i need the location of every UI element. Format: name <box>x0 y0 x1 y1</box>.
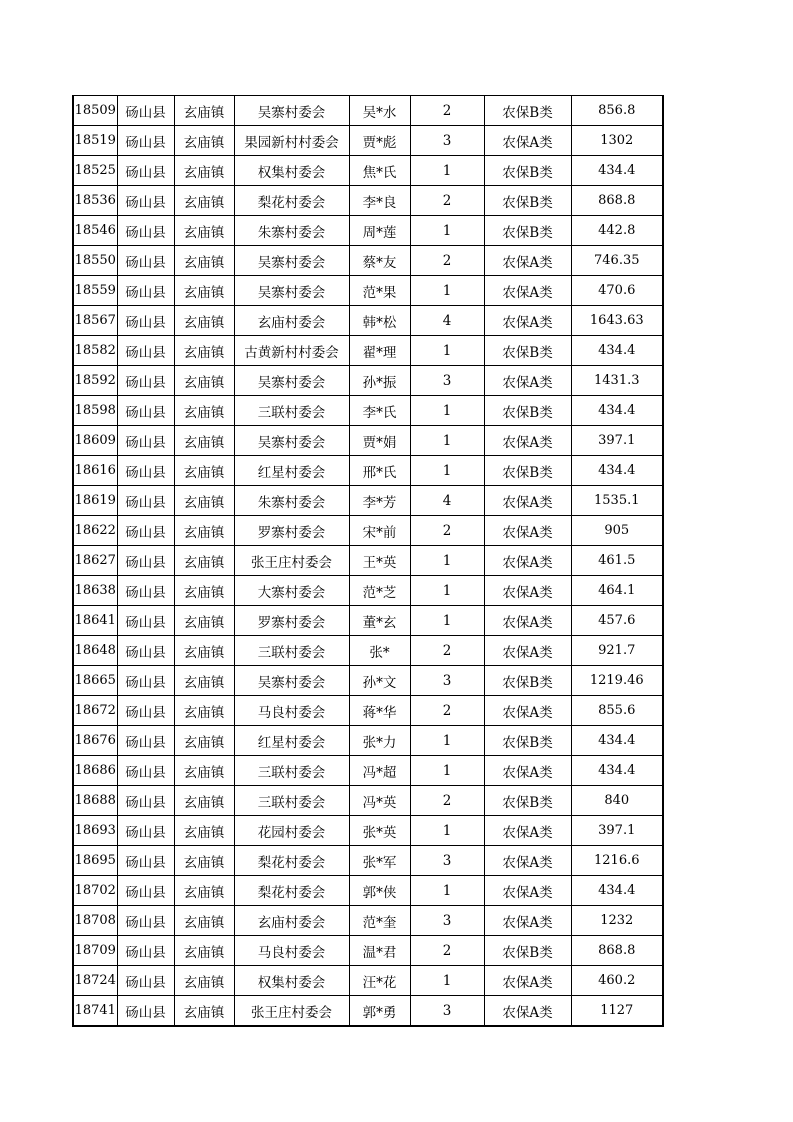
amount-cell: 1302 <box>571 126 663 156</box>
record-id-cell: 18709 <box>73 936 117 966</box>
household-count-cell: 1 <box>410 216 484 246</box>
household-count-cell: 3 <box>410 906 484 936</box>
amount-cell: 434.4 <box>571 876 663 906</box>
village-committee-cell: 梨花村委会 <box>234 186 349 216</box>
county-cell: 砀山县 <box>117 216 174 246</box>
insurance-category-cell: 农保A类 <box>484 696 571 726</box>
town-cell: 玄庙镇 <box>174 426 234 456</box>
town-cell: 玄庙镇 <box>174 156 234 186</box>
table-row <box>73 726 663 756</box>
table-row <box>73 696 663 726</box>
person-name-cell: 周*莲 <box>349 216 410 246</box>
insurance-category-cell: 农保B类 <box>484 336 571 366</box>
amount-cell: 1643.63 <box>571 306 663 336</box>
records-table <box>72 95 664 1027</box>
table-row <box>73 636 663 666</box>
village-committee-cell: 吴寨村委会 <box>234 426 349 456</box>
table-row <box>73 996 663 1027</box>
county-cell: 砀山县 <box>117 96 174 126</box>
town-cell: 玄庙镇 <box>174 366 234 396</box>
county-cell: 砀山县 <box>117 756 174 786</box>
record-id-cell: 18724 <box>73 966 117 996</box>
county-cell: 砀山县 <box>117 126 174 156</box>
person-name-cell: 李*良 <box>349 186 410 216</box>
household-count-cell: 1 <box>410 546 484 576</box>
table-row <box>73 456 663 486</box>
village-committee-cell: 马良村委会 <box>234 696 349 726</box>
county-cell: 砀山县 <box>117 786 174 816</box>
county-cell: 砀山县 <box>117 906 174 936</box>
village-committee-cell: 三联村委会 <box>234 396 349 426</box>
person-name-cell: 董*玄 <box>349 606 410 636</box>
county-cell: 砀山县 <box>117 816 174 846</box>
village-committee-cell: 吴寨村委会 <box>234 246 349 276</box>
village-committee-cell: 权集村委会 <box>234 156 349 186</box>
insurance-category-cell: 农保A类 <box>484 816 571 846</box>
household-count-cell: 2 <box>410 96 484 126</box>
town-cell: 玄庙镇 <box>174 276 234 306</box>
amount-cell: 461.5 <box>571 546 663 576</box>
record-id-cell: 18741 <box>73 996 117 1027</box>
household-count-cell: 3 <box>410 996 484 1027</box>
person-name-cell: 韩*松 <box>349 306 410 336</box>
county-cell: 砀山县 <box>117 696 174 726</box>
village-committee-cell: 朱寨村委会 <box>234 486 349 516</box>
amount-cell: 1127 <box>571 996 663 1027</box>
amount-cell: 855.6 <box>571 696 663 726</box>
amount-cell: 460.2 <box>571 966 663 996</box>
household-count-cell: 2 <box>410 516 484 546</box>
town-cell: 玄庙镇 <box>174 396 234 426</box>
village-committee-cell: 吴寨村委会 <box>234 276 349 306</box>
insurance-category-cell: 农保B类 <box>484 666 571 696</box>
amount-cell: 457.6 <box>571 606 663 636</box>
record-id-cell: 18686 <box>73 756 117 786</box>
household-count-cell: 2 <box>410 936 484 966</box>
household-count-cell: 2 <box>410 636 484 666</box>
insurance-category-cell: 农保A类 <box>484 966 571 996</box>
household-count-cell: 3 <box>410 126 484 156</box>
town-cell: 玄庙镇 <box>174 96 234 126</box>
person-name-cell: 贾*彪 <box>349 126 410 156</box>
person-name-cell: 蒋*华 <box>349 696 410 726</box>
amount-cell: 868.8 <box>571 936 663 966</box>
table-row <box>73 426 663 456</box>
table-row <box>73 876 663 906</box>
amount-cell: 464.1 <box>571 576 663 606</box>
town-cell: 玄庙镇 <box>174 336 234 366</box>
household-count-cell: 2 <box>410 786 484 816</box>
town-cell: 玄庙镇 <box>174 996 234 1027</box>
village-committee-cell: 玄庙村委会 <box>234 906 349 936</box>
amount-cell: 434.4 <box>571 156 663 186</box>
village-committee-cell: 马良村委会 <box>234 936 349 966</box>
amount-cell: 840 <box>571 786 663 816</box>
household-count-cell: 1 <box>410 336 484 366</box>
town-cell: 玄庙镇 <box>174 906 234 936</box>
amount-cell: 397.1 <box>571 816 663 846</box>
household-count-cell: 2 <box>410 696 484 726</box>
town-cell: 玄庙镇 <box>174 636 234 666</box>
county-cell: 砀山县 <box>117 276 174 306</box>
household-count-cell: 1 <box>410 876 484 906</box>
village-committee-cell: 玄庙村委会 <box>234 306 349 336</box>
table-row <box>73 96 663 126</box>
amount-cell: 905 <box>571 516 663 546</box>
amount-cell: 1216.6 <box>571 846 663 876</box>
household-count-cell: 1 <box>410 756 484 786</box>
household-count-cell: 3 <box>410 366 484 396</box>
insurance-category-cell: 农保B类 <box>484 726 571 756</box>
county-cell: 砀山县 <box>117 306 174 336</box>
record-id-cell: 18648 <box>73 636 117 666</box>
person-name-cell: 张*英 <box>349 816 410 846</box>
person-name-cell: 李*芳 <box>349 486 410 516</box>
person-name-cell: 范*奎 <box>349 906 410 936</box>
insurance-category-cell: 农保B类 <box>484 156 571 186</box>
town-cell: 玄庙镇 <box>174 786 234 816</box>
county-cell: 砀山县 <box>117 846 174 876</box>
record-id-cell: 18693 <box>73 816 117 846</box>
county-cell: 砀山县 <box>117 366 174 396</box>
table-row <box>73 666 663 696</box>
county-cell: 砀山县 <box>117 336 174 366</box>
record-id-cell: 18509 <box>73 96 117 126</box>
record-id-cell: 18616 <box>73 456 117 486</box>
person-name-cell: 汪*花 <box>349 966 410 996</box>
county-cell: 砀山县 <box>117 666 174 696</box>
table-row <box>73 336 663 366</box>
table-row <box>73 846 663 876</box>
household-count-cell: 4 <box>410 486 484 516</box>
amount-cell: 746.35 <box>571 246 663 276</box>
village-committee-cell: 罗寨村委会 <box>234 606 349 636</box>
town-cell: 玄庙镇 <box>174 966 234 996</box>
record-id-cell: 18582 <box>73 336 117 366</box>
town-cell: 玄庙镇 <box>174 516 234 546</box>
insurance-category-cell: 农保A类 <box>484 996 571 1027</box>
record-id-cell: 18619 <box>73 486 117 516</box>
village-committee-cell: 三联村委会 <box>234 756 349 786</box>
village-committee-cell: 花园村委会 <box>234 816 349 846</box>
person-name-cell: 张*军 <box>349 846 410 876</box>
person-name-cell: 郭*勇 <box>349 996 410 1027</box>
county-cell: 砀山县 <box>117 726 174 756</box>
insurance-category-cell: 农保B类 <box>484 186 571 216</box>
table-row <box>73 756 663 786</box>
amount-cell: 442.8 <box>571 216 663 246</box>
amount-cell: 470.6 <box>571 276 663 306</box>
county-cell: 砀山县 <box>117 576 174 606</box>
table-row <box>73 546 663 576</box>
record-id-cell: 18567 <box>73 306 117 336</box>
insurance-category-cell: 农保B类 <box>484 936 571 966</box>
person-name-cell: 宋*前 <box>349 516 410 546</box>
record-id-cell: 18641 <box>73 606 117 636</box>
insurance-category-cell: 农保A类 <box>484 846 571 876</box>
county-cell: 砀山县 <box>117 996 174 1027</box>
insurance-category-cell: 农保A类 <box>484 306 571 336</box>
amount-cell: 434.4 <box>571 456 663 486</box>
record-id-cell: 18550 <box>73 246 117 276</box>
town-cell: 玄庙镇 <box>174 696 234 726</box>
town-cell: 玄庙镇 <box>174 306 234 336</box>
amount-cell: 1219.46 <box>571 666 663 696</box>
record-id-cell: 18592 <box>73 366 117 396</box>
amount-cell: 1232 <box>571 906 663 936</box>
county-cell: 砀山县 <box>117 636 174 666</box>
village-committee-cell: 红星村委会 <box>234 456 349 486</box>
county-cell: 砀山县 <box>117 486 174 516</box>
amount-cell: 434.4 <box>571 396 663 426</box>
person-name-cell: 邢*氏 <box>349 456 410 486</box>
insurance-category-cell: 农保A类 <box>484 546 571 576</box>
insurance-category-cell: 农保A类 <box>484 516 571 546</box>
table-row <box>73 486 663 516</box>
person-name-cell: 范*果 <box>349 276 410 306</box>
household-count-cell: 1 <box>410 396 484 426</box>
person-name-cell: 冯*英 <box>349 786 410 816</box>
village-committee-cell: 权集村委会 <box>234 966 349 996</box>
person-name-cell: 冯*超 <box>349 756 410 786</box>
table-row <box>73 366 663 396</box>
person-name-cell: 李*氏 <box>349 396 410 426</box>
person-name-cell: 温*君 <box>349 936 410 966</box>
table-row <box>73 936 663 966</box>
person-name-cell: 孙*文 <box>349 666 410 696</box>
county-cell: 砀山县 <box>117 186 174 216</box>
town-cell: 玄庙镇 <box>174 846 234 876</box>
insurance-category-cell: 农保A类 <box>484 126 571 156</box>
town-cell: 玄庙镇 <box>174 216 234 246</box>
insurance-category-cell: 农保A类 <box>484 906 571 936</box>
village-committee-cell: 梨花村委会 <box>234 876 349 906</box>
insurance-category-cell: 农保A类 <box>484 366 571 396</box>
amount-cell: 1535.1 <box>571 486 663 516</box>
amount-cell: 921.7 <box>571 636 663 666</box>
person-name-cell: 吴*水 <box>349 96 410 126</box>
county-cell: 砀山县 <box>117 246 174 276</box>
village-committee-cell: 三联村委会 <box>234 636 349 666</box>
person-name-cell: 张* <box>349 636 410 666</box>
table-row <box>73 606 663 636</box>
county-cell: 砀山县 <box>117 606 174 636</box>
record-id-cell: 18627 <box>73 546 117 576</box>
table-row <box>73 246 663 276</box>
person-name-cell: 翟*理 <box>349 336 410 366</box>
record-id-cell: 18672 <box>73 696 117 726</box>
table-row <box>73 906 663 936</box>
person-name-cell: 郭*侠 <box>349 876 410 906</box>
town-cell: 玄庙镇 <box>174 936 234 966</box>
record-id-cell: 18622 <box>73 516 117 546</box>
town-cell: 玄庙镇 <box>174 606 234 636</box>
town-cell: 玄庙镇 <box>174 456 234 486</box>
table-row <box>73 966 663 996</box>
insurance-category-cell: 农保A类 <box>484 606 571 636</box>
record-id-cell: 18519 <box>73 126 117 156</box>
county-cell: 砀山县 <box>117 546 174 576</box>
insurance-category-cell: 农保A类 <box>484 756 571 786</box>
household-count-cell: 1 <box>410 156 484 186</box>
village-committee-cell: 三联村委会 <box>234 786 349 816</box>
person-name-cell: 王*英 <box>349 546 410 576</box>
amount-cell: 856.8 <box>571 96 663 126</box>
household-count-cell: 1 <box>410 966 484 996</box>
town-cell: 玄庙镇 <box>174 546 234 576</box>
household-count-cell: 3 <box>410 846 484 876</box>
county-cell: 砀山县 <box>117 936 174 966</box>
insurance-category-cell: 农保B类 <box>484 786 571 816</box>
table-row <box>73 216 663 246</box>
person-name-cell: 范*芝 <box>349 576 410 606</box>
county-cell: 砀山县 <box>117 876 174 906</box>
record-id-cell: 18598 <box>73 396 117 426</box>
household-count-cell: 1 <box>410 576 484 606</box>
insurance-category-cell: 农保B类 <box>484 96 571 126</box>
town-cell: 玄庙镇 <box>174 186 234 216</box>
village-committee-cell: 罗寨村委会 <box>234 516 349 546</box>
insurance-category-cell: 农保A类 <box>484 426 571 456</box>
household-count-cell: 3 <box>410 666 484 696</box>
village-committee-cell: 吴寨村委会 <box>234 96 349 126</box>
household-count-cell: 1 <box>410 816 484 846</box>
person-name-cell: 贾*娟 <box>349 426 410 456</box>
village-committee-cell: 果园新村村委会 <box>234 126 349 156</box>
town-cell: 玄庙镇 <box>174 126 234 156</box>
county-cell: 砀山县 <box>117 426 174 456</box>
record-id-cell: 18695 <box>73 846 117 876</box>
record-id-cell: 18546 <box>73 216 117 246</box>
village-committee-cell: 吴寨村委会 <box>234 666 349 696</box>
insurance-category-cell: 农保A类 <box>484 486 571 516</box>
county-cell: 砀山县 <box>117 156 174 186</box>
table-row <box>73 816 663 846</box>
household-count-cell: 2 <box>410 246 484 276</box>
table-row <box>73 396 663 426</box>
village-committee-cell: 古黄新村村委会 <box>234 336 349 366</box>
insurance-category-cell: 农保A类 <box>484 246 571 276</box>
table-row <box>73 306 663 336</box>
table-row <box>73 126 663 156</box>
table-row <box>73 156 663 186</box>
town-cell: 玄庙镇 <box>174 576 234 606</box>
amount-cell: 434.4 <box>571 336 663 366</box>
household-count-cell: 1 <box>410 426 484 456</box>
amount-cell: 868.8 <box>571 186 663 216</box>
record-id-cell: 18638 <box>73 576 117 606</box>
amount-cell: 397.1 <box>571 426 663 456</box>
record-id-cell: 18525 <box>73 156 117 186</box>
person-name-cell: 张*力 <box>349 726 410 756</box>
record-id-cell: 18559 <box>73 276 117 306</box>
county-cell: 砀山县 <box>117 516 174 546</box>
county-cell: 砀山县 <box>117 966 174 996</box>
insurance-category-cell: 农保B类 <box>484 396 571 426</box>
record-id-cell: 18609 <box>73 426 117 456</box>
household-count-cell: 1 <box>410 276 484 306</box>
village-committee-cell: 张王庄村委会 <box>234 996 349 1027</box>
village-committee-cell: 红星村委会 <box>234 726 349 756</box>
record-id-cell: 18688 <box>73 786 117 816</box>
county-cell: 砀山县 <box>117 396 174 426</box>
village-committee-cell: 吴寨村委会 <box>234 366 349 396</box>
table-row <box>73 576 663 606</box>
household-count-cell: 1 <box>410 726 484 756</box>
person-name-cell: 焦*氏 <box>349 156 410 186</box>
record-id-cell: 18676 <box>73 726 117 756</box>
village-committee-cell: 张王庄村委会 <box>234 546 349 576</box>
table-row <box>73 786 663 816</box>
village-committee-cell: 朱寨村委会 <box>234 216 349 246</box>
insurance-category-cell: 农保B类 <box>484 216 571 246</box>
village-committee-cell: 梨花村委会 <box>234 846 349 876</box>
household-count-cell: 1 <box>410 606 484 636</box>
insurance-category-cell: 农保A类 <box>484 276 571 306</box>
person-name-cell: 孙*振 <box>349 366 410 396</box>
insurance-category-cell: 农保B类 <box>484 456 571 486</box>
amount-cell: 1431.3 <box>571 366 663 396</box>
village-committee-cell: 大寨村委会 <box>234 576 349 606</box>
town-cell: 玄庙镇 <box>174 246 234 276</box>
record-id-cell: 18665 <box>73 666 117 696</box>
insurance-category-cell: 农保A类 <box>484 876 571 906</box>
person-name-cell: 蔡*友 <box>349 246 410 276</box>
town-cell: 玄庙镇 <box>174 816 234 846</box>
town-cell: 玄庙镇 <box>174 876 234 906</box>
table-row <box>73 516 663 546</box>
insurance-category-cell: 农保A类 <box>484 576 571 606</box>
amount-cell: 434.4 <box>571 726 663 756</box>
amount-cell: 434.4 <box>571 756 663 786</box>
household-count-cell: 2 <box>410 186 484 216</box>
insurance-category-cell: 农保A类 <box>484 636 571 666</box>
table-row <box>73 276 663 306</box>
town-cell: 玄庙镇 <box>174 486 234 516</box>
record-sheet <box>72 95 664 1027</box>
table-body <box>73 96 663 1027</box>
record-id-cell: 18536 <box>73 186 117 216</box>
county-cell: 砀山县 <box>117 456 174 486</box>
record-id-cell: 18702 <box>73 876 117 906</box>
town-cell: 玄庙镇 <box>174 666 234 696</box>
household-count-cell: 1 <box>410 456 484 486</box>
record-id-cell: 18708 <box>73 906 117 936</box>
town-cell: 玄庙镇 <box>174 756 234 786</box>
town-cell: 玄庙镇 <box>174 726 234 756</box>
household-count-cell: 4 <box>410 306 484 336</box>
table-row <box>73 186 663 216</box>
